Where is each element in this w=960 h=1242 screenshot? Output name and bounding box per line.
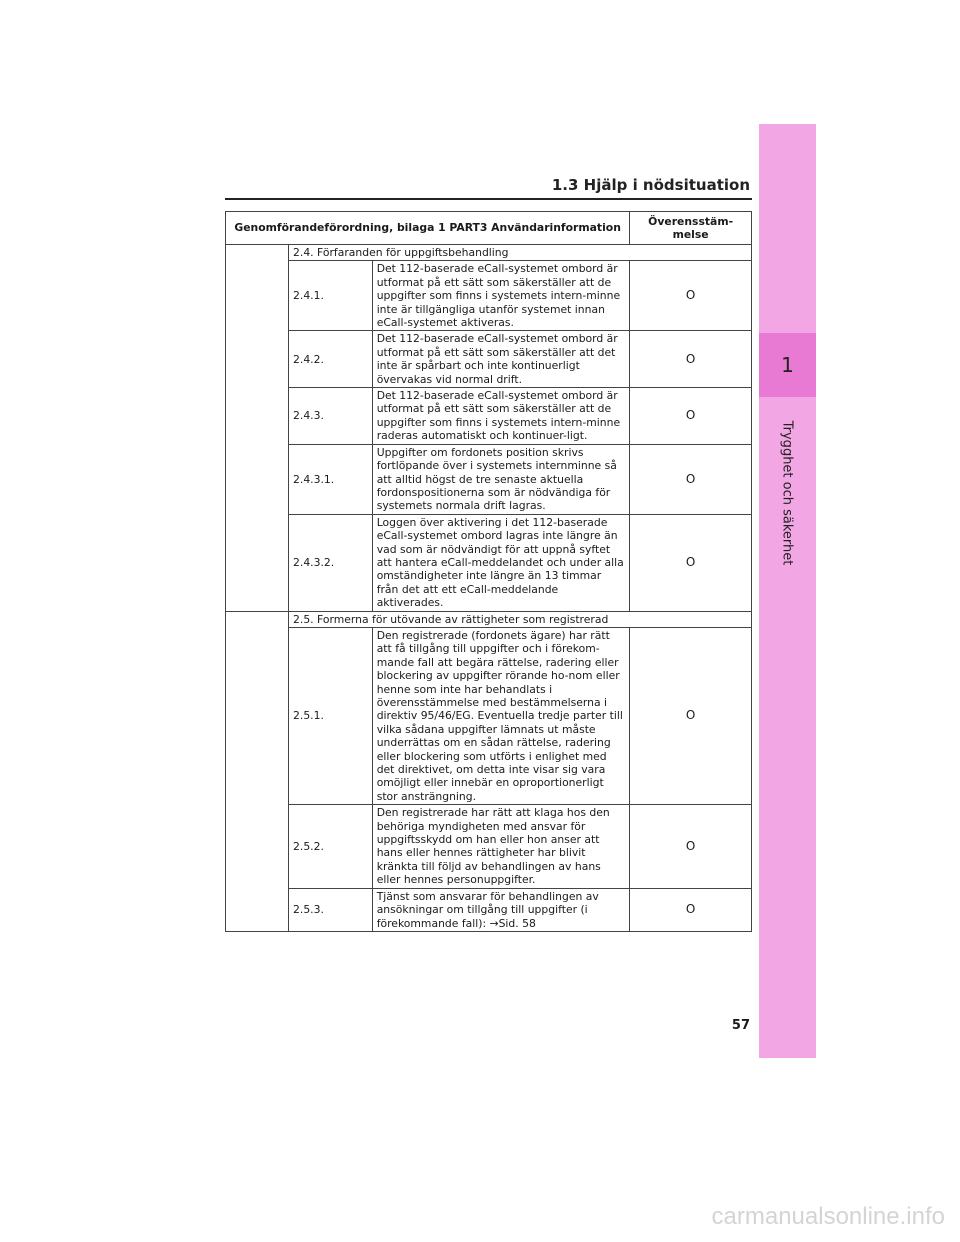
conformity-table bbox=[225, 211, 752, 932]
page-number: 57 bbox=[731, 1018, 750, 1033]
row-number: 2.4.1. bbox=[289, 261, 373, 331]
row-conformity: O bbox=[630, 805, 752, 888]
section-title: 2.4. Förfaranden för uppgiftsbehandling bbox=[289, 245, 752, 261]
chapter-tab-strip bbox=[759, 124, 816, 1058]
row-text: Det 112-baserade eCall-systemet ombord är utformat på ett sätt som säkerställer att de uppgifter som finns i systemets intern-minne inte är tillgängliga utanför systemet innan eCall-systemet aktiveras. bbox=[372, 261, 630, 331]
row-text: Det 112-baserade eCall-systemet ombord är utformat på ett sätt som säkerställer att de uppgifter som finns i systemets intern-minne raderas automatiskt och kontinuer-ligt. bbox=[372, 388, 630, 445]
empty-cell bbox=[226, 245, 289, 612]
header-main: Genomförandeförordning, bilaga 1 PART3 Användarinformation bbox=[226, 212, 630, 245]
empty-cell bbox=[226, 611, 289, 931]
chapter-number: 1 bbox=[759, 333, 816, 397]
table-row bbox=[226, 261, 752, 331]
table-row bbox=[226, 444, 752, 514]
header-conformity: Överensstäm-melse bbox=[630, 212, 752, 245]
row-text: Den registrerade har rätt att klaga hos den behöriga myndigheten med ansvar för uppgiftsskydd om han eller hon anser att hans eller hennes rättigheter har blivit kränkta till följd av behandlingen av hans eller hennes personuppgifter. bbox=[372, 805, 630, 888]
watermark: carmanualsonline.info bbox=[711, 1203, 945, 1230]
row-number: 2.4.3.2. bbox=[289, 514, 373, 611]
row-conformity: O bbox=[630, 261, 752, 331]
table-row bbox=[226, 627, 752, 804]
row-conformity: O bbox=[630, 514, 752, 611]
table-header-row bbox=[226, 212, 752, 245]
header-rule bbox=[225, 198, 752, 200]
row-number: 2.5.3. bbox=[289, 888, 373, 931]
table-body bbox=[226, 245, 752, 932]
row-number: 2.4.3.1. bbox=[289, 444, 373, 514]
row-text: Tjänst som ansvarar för behandlingen av ansökningar om tillgång till uppgifter (i förekommande fall): →Sid. 58 bbox=[372, 888, 630, 931]
row-conformity: O bbox=[630, 627, 752, 804]
section-title: 2.5. Formerna för utövande av rättigheter som registrerad bbox=[289, 611, 752, 627]
table-row bbox=[226, 514, 752, 611]
row-conformity: O bbox=[630, 444, 752, 514]
row-text: Uppgifter om fordonets position skrivs fortlöpande över i systemets internminne så att alltid högst de tre senaste aktuella fordonspositionerna som är nödvändiga för systemets normala drift lagras. bbox=[372, 444, 630, 514]
chapter-title-text: Trygghet och säkerhet bbox=[779, 420, 795, 566]
row-text: Den registrerade (fordonets ägare) har rätt att få tillgång till uppgifter och i förekom-mande fall att begära rättelse, radering eller blockering av uppgifter rörande ho-nom eller henne som inte har behandlats i överensstämmelse med bestämmelserna i direktiv 95/46/EG. Eventuella tredje parter till vilka sådana uppgifter lämnats ut måste underrättas om en sådan rättelse, radering eller blockering som utförts i enlighet med det direktivet, om detta inte visar sig vara omöjligt eller innebär en oproportionerligt stor ansträngning. bbox=[372, 627, 630, 804]
row-number: 2.5.2. bbox=[289, 805, 373, 888]
table-row bbox=[226, 805, 752, 888]
section-row bbox=[226, 611, 752, 627]
table-row bbox=[226, 888, 752, 931]
section-row bbox=[226, 245, 752, 261]
page-header: 1.3 Hjälp i nödsituation bbox=[551, 176, 750, 194]
row-number: 2.4.3. bbox=[289, 388, 373, 445]
row-number: 2.4.2. bbox=[289, 331, 373, 388]
row-number: 2.5.1. bbox=[289, 627, 373, 804]
table-row bbox=[226, 331, 752, 388]
row-text: Det 112-baserade eCall-systemet ombord är utformat på ett sätt som säkerställer att det inte är spårbart och inte kontinuerligt övervakas vid normal drift. bbox=[372, 331, 630, 388]
table-row bbox=[226, 388, 752, 445]
row-text: Loggen över aktivering i det 112-baserade eCall-systemet ombord lagras inte längre än vad som är nödvändigt för att uppnå syftet att hantera eCall-meddelandet och under alla omständigheter inte längre än 13 timmar från det att ett eCall-meddelande aktiverades. bbox=[372, 514, 630, 611]
row-conformity: O bbox=[630, 331, 752, 388]
row-conformity: O bbox=[630, 388, 752, 445]
row-conformity: O bbox=[630, 888, 752, 931]
chapter-title bbox=[775, 408, 799, 578]
